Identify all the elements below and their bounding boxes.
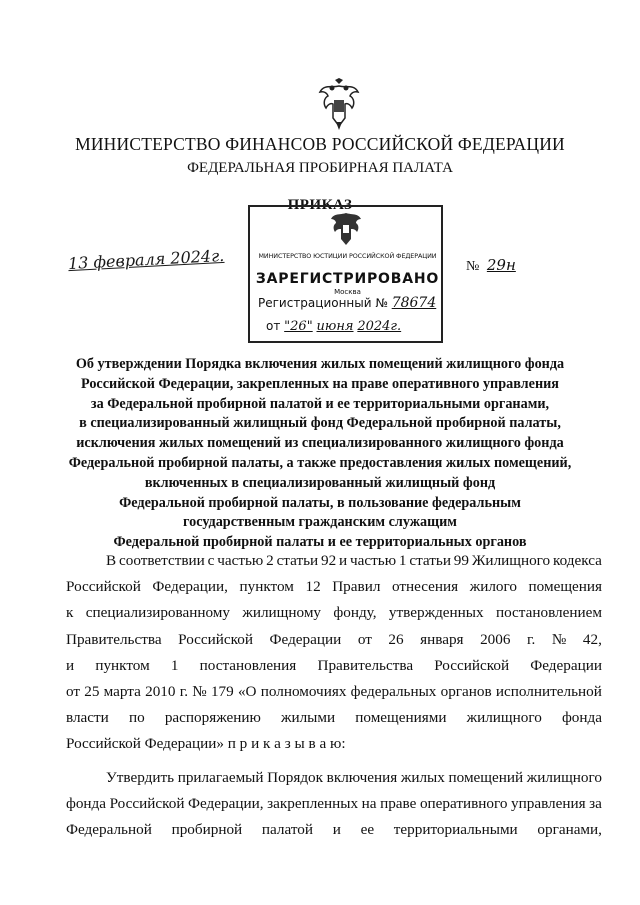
word: Правительства [66, 630, 162, 648]
text-line [66, 600, 602, 626]
word: ее [360, 821, 375, 839]
word: от [357, 630, 372, 648]
order-heading: ПРИКАЗ [287, 197, 353, 213]
word: статьи [409, 552, 451, 569]
text-line [66, 679, 602, 705]
order-number [466, 256, 516, 275]
word: органами, [537, 821, 602, 839]
word: 12 [305, 578, 321, 596]
word: Российской [178, 630, 253, 648]
word: Федерации, [188, 795, 264, 813]
word: 2 [266, 552, 274, 569]
registration-stamp [248, 205, 443, 343]
word: 99 [453, 552, 469, 569]
word: управления [511, 795, 586, 813]
word: пунктом [239, 578, 294, 596]
word: г. [527, 630, 536, 648]
word: исполнительной [495, 683, 602, 701]
word: специализированному [85, 604, 230, 622]
word: Федерации [530, 656, 602, 674]
word: закрепленных [267, 795, 359, 813]
word: В [106, 552, 117, 569]
word: власти [66, 709, 109, 727]
word: 179 [210, 683, 234, 701]
word: от [66, 683, 81, 701]
text-line [66, 548, 602, 574]
word: фонда [66, 795, 107, 813]
paragraph-basis [66, 548, 602, 758]
word: жилищному [242, 604, 322, 622]
word: за [589, 795, 602, 813]
word: 92 [321, 552, 337, 569]
reg-label: Регистрационный № [258, 296, 388, 310]
number-value: 29н [486, 256, 516, 274]
text-line [66, 817, 602, 843]
word: Российской [66, 578, 141, 596]
title-line: в специализированный жилищный фонд Федеральной пробирной палаты, [79, 415, 561, 432]
word: 2006 [480, 630, 511, 648]
text-line [66, 574, 602, 600]
word: частью [217, 552, 264, 569]
title-line: государственным гражданским служащим [183, 514, 457, 531]
word: органов [440, 683, 492, 701]
word: № [551, 630, 567, 648]
text-line: Российской Федерации» п р и к а з ы в а ю: [66, 735, 346, 753]
word: Жилищного [471, 552, 551, 569]
word: пунктом [95, 656, 150, 674]
word: Порядок [267, 769, 324, 786]
title-line: включенных в специализированный жилищный фонд [144, 474, 496, 491]
title-line: за Федеральной пробирной палатой и ее территориальными органами, [90, 395, 550, 412]
reg-number: 78674 [391, 295, 437, 311]
word: оперативного [419, 795, 508, 813]
word: 2010 [145, 683, 176, 701]
word: Российской [109, 795, 185, 813]
word: пробирной [171, 821, 243, 839]
word: Правительства [317, 656, 414, 674]
word: жилищного [466, 709, 542, 727]
word: и [339, 552, 348, 569]
number-prefix: № [466, 259, 480, 274]
word: фонду, [333, 604, 377, 622]
word: 1 [398, 552, 407, 569]
word: палатой [261, 821, 313, 839]
word: жилищного [526, 769, 602, 786]
order-date: 13 февраля 2024г. [67, 245, 225, 274]
word: Российской [434, 656, 510, 674]
coat-of-arms-icon [318, 78, 360, 130]
title-line: Федеральной пробирной палаты и ее территориальных органов [113, 534, 527, 551]
word: 42, [582, 630, 602, 648]
title-line: Федеральной пробирной палаты, в пользование федеральным [119, 494, 521, 511]
date-prefix: от [266, 319, 281, 333]
word: Правил [332, 578, 381, 596]
date-month: июня [316, 319, 354, 334]
word: помещения [528, 578, 602, 596]
date-day: "26" [284, 319, 313, 334]
stamp-registration-line [258, 295, 436, 311]
word: по [128, 709, 145, 727]
word: помещений [448, 769, 524, 786]
stamp-ministry: МИНИСТЕРСТВО ЮСТИЦИИ РОССИЙСКОЙ ФЕДЕРАЦИИ [258, 252, 437, 260]
word: жилого [469, 578, 517, 596]
word: прилагаемый [177, 769, 264, 786]
word: постановлением [495, 604, 602, 622]
word: жилыми [280, 709, 336, 727]
title-line: Федеральной пробирной палаты, а также предоставления жилых помещений, [68, 454, 572, 471]
word: статьи [276, 552, 319, 569]
word: включения [326, 769, 398, 786]
word: соответствии [118, 552, 205, 569]
word: фонда [561, 709, 602, 727]
order-title [40, 355, 600, 553]
word: федеральных [350, 683, 437, 701]
word: № [192, 683, 207, 701]
stamp-crest-icon [330, 211, 362, 247]
title-line: Российской Федерации, закрепленных на праве оперативного управления [81, 375, 559, 392]
text-line [66, 653, 602, 679]
word: марта [103, 683, 141, 701]
word: Федерации, [152, 578, 228, 596]
title-line: Об утверждении Порядка включения жилых помещений жилищного фонда [75, 356, 565, 372]
word: Федеральной [66, 821, 152, 839]
word: 25 [84, 683, 100, 701]
word: отнесения [391, 578, 459, 596]
word: жилых [400, 769, 445, 786]
stamp-date-line [266, 319, 401, 334]
text-line [66, 765, 602, 791]
agency-name: ФЕДЕРАЛЬНАЯ ПРОБИРНАЯ ПАЛАТА [187, 160, 453, 176]
word: «О [237, 683, 257, 701]
word: и [66, 656, 75, 674]
word: праве [380, 795, 417, 813]
stamp-city: Москва [334, 288, 361, 296]
word: 26 [388, 630, 404, 648]
word: г. [179, 683, 188, 701]
title-line: исключения жилых помещений из специализированного жилищного фонда [76, 435, 564, 452]
ministry-name: МИНИСТЕРСТВО ФИНАНСОВ РОССИЙСКОЙ ФЕДЕРАЦИИ [75, 134, 565, 154]
word: постановления [199, 656, 297, 674]
word: января [420, 630, 464, 648]
text-line [66, 705, 602, 731]
word: 1 [170, 656, 179, 674]
word: и [332, 821, 341, 839]
word: полномочиях [260, 683, 347, 701]
word: к [66, 604, 74, 622]
word: кодекса [552, 552, 602, 569]
word: частью [350, 552, 397, 569]
stamp-registered: ЗАРЕГИСТРИРОВАНО [255, 271, 440, 287]
word: Федерации [269, 630, 342, 648]
word: утвержденных [388, 604, 484, 622]
date-year: 2024г. [357, 319, 402, 334]
text-line [66, 791, 602, 817]
text-line [66, 627, 602, 653]
word: Утвердить [106, 769, 175, 786]
paragraph-order [66, 765, 602, 844]
word: с [207, 552, 215, 569]
word: помещениями [355, 709, 447, 727]
word: на [361, 795, 377, 813]
word: распоряжению [164, 709, 261, 727]
word: территориальными [393, 821, 518, 839]
